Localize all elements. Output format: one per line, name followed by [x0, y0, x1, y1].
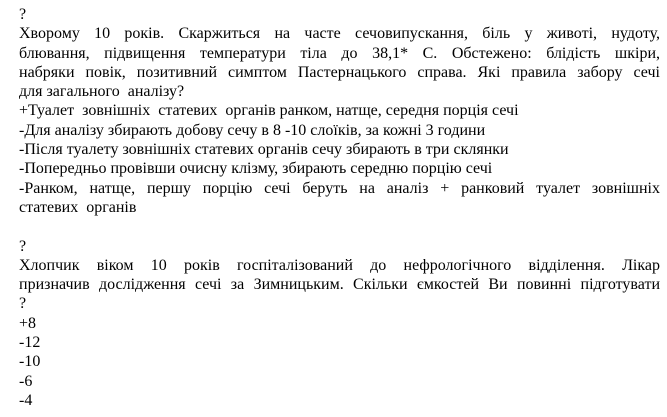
question-marker: ? — [19, 237, 27, 255]
answer-option: -Для аналізу збирають добову сечу в 8 -10 слоїків, за кожні 3 години — [19, 121, 486, 139]
answer-option: -4 — [19, 391, 33, 409]
question-body-line: Хлопчик віком 10 років госпіталізований до нефрологічного відділення. Лікар — [19, 256, 660, 274]
question-body-line: набряки повік, позитивний симптом Пастернацького справа. Які правила забору сечі — [19, 63, 660, 81]
question-body-line: ? — [19, 295, 27, 313]
answer-option: -12 — [19, 334, 41, 352]
answer-option: -Попередньо провівши очисну клізму, збирають середню порцію сечі — [19, 160, 493, 178]
document-lines — [19, 5, 660, 410]
answer-option: -Ранком, натще, першу порцію сечі беруть на аналіз + ранковий туалет зовнішніх — [19, 179, 660, 197]
answer-option: -6 — [19, 372, 33, 390]
answer-option-correct: +Туалет зовнішніх статевих органів ранком, натще, середня порція сечі — [19, 102, 519, 120]
question-marker: ? — [19, 6, 27, 23]
answer-option: -Після туалету зовнішніх статевих органів сечу збирають в три склянки — [19, 141, 509, 159]
blank-line — [19, 217, 660, 236]
answer-option-continuation: статевих органів — [19, 198, 137, 216]
question-body-line: блювання, підвищення температури тіла до 38,1* С. Обстежено: блідість шкіри, — [19, 44, 660, 62]
answer-option: -10 — [19, 353, 41, 371]
answer-option-correct: +8 — [19, 314, 37, 332]
question-body-line: Хворому 10 років. Скаржиться на часте сечовипускання, біль у животі, нудоту, — [19, 25, 660, 43]
question-body-line: для загального аналізу? — [19, 83, 185, 101]
question-body-line: призначив дослідження сечі за Зимницьким. Скільки ємкостей Ви повинні підготувати — [19, 276, 660, 294]
